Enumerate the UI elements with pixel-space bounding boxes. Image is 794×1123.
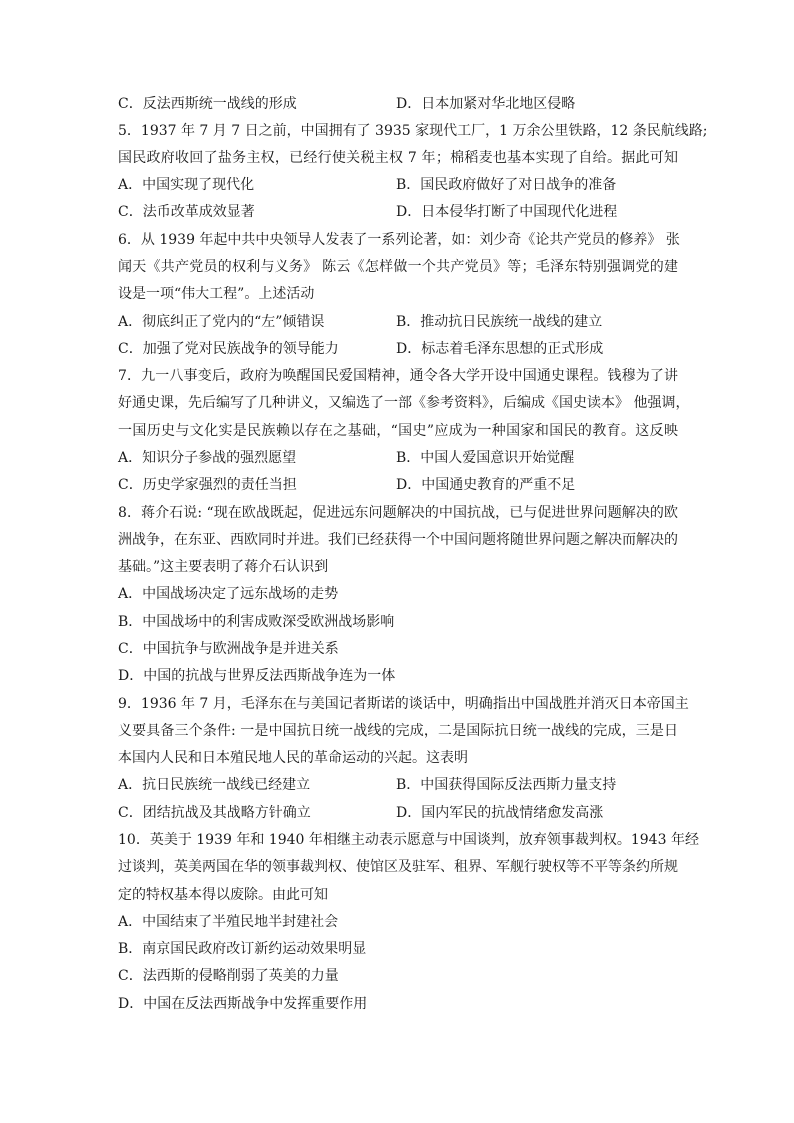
q9-option-c[interactable]: C．团结抗战及其战略方针确立	[118, 805, 311, 821]
q6-stem-line-1: 6．从 1939 年起中共中央领导人发表了一系列论著，如：刘少奇《论共产党员的修养》 张	[118, 232, 680, 248]
q5-option-c[interactable]: C．法币改革成效显著	[118, 204, 255, 220]
q7-option-c[interactable]: C．历史学家强烈的责任当担	[118, 477, 297, 493]
q6-options-cd	[118, 339, 678, 359]
q8-option-b[interactable]: B．中国战场中的利害成败深受欧洲战场影响	[118, 614, 395, 630]
q7-option-d[interactable]: D．中国通史教育的严重不足	[396, 477, 576, 493]
q9-stem-line-3: 本国内人民和日本殖民地人民的革命运动的兴起。这表明	[118, 750, 468, 766]
q9-option-d[interactable]: D．国内军民的抗战情绪愈发高涨	[396, 805, 604, 821]
q7-options-ab	[118, 448, 678, 468]
q6-option-b[interactable]: B．推动抗日民族统一战线的建立	[396, 314, 603, 330]
q10-stem-line-3: 定的特权基本得以废除。由此可知	[118, 887, 328, 903]
q10-stem-line-1: 10．英美于 1939 年和 1940 年相继主动表示愿意与中国谈判，放弃领事裁判权。1943 年经	[118, 832, 699, 848]
q8-option-c[interactable]: C．中国抗争与欧洲战争是并进关系	[118, 641, 339, 657]
q8-stem-line-2: 洲战争，在东亚、西欧同时并进。我们已经获得一个中国问题将随世界问题之解决而解决的	[118, 532, 678, 548]
q10-option-a[interactable]: A．中国结束了半殖民地半封建社会	[118, 914, 339, 930]
q5-options-ab	[118, 175, 678, 195]
q4-option-c[interactable]: C．反法西斯统一战线的形成	[118, 96, 297, 112]
q10-stem-line-2: 过谈判，英美两国在华的领事裁判权、使馆区及驻军、租界、军舰行驶权等不平等条约所规	[118, 859, 678, 875]
q6-options-ab	[118, 312, 678, 332]
q10-option-c[interactable]: C．法西斯的侵略削弱了英美的力量	[118, 968, 339, 984]
q9-option-b[interactable]: B．中国获得国际反法西斯力量支持	[396, 777, 617, 793]
q5-stem-line-1: 5．1937 年 7 月 7 日之前，中国拥有了 3935 家现代工厂，1 万余公里铁路，12 条民航线路;	[118, 123, 708, 139]
q9-options-ab	[118, 775, 678, 795]
q6-stem-line-3: 设是一项“伟大工程”。上述活动	[118, 286, 315, 302]
q4-options-cd	[118, 94, 678, 114]
q8-stem-line-1: 8．蒋介石说: “现在欧战既起，促进远东问题解决的中国抗战，已与促进世界问题解决的欧	[118, 505, 678, 521]
q5-option-d[interactable]: D．日本侵华打断了中国现代化进程	[396, 204, 618, 220]
q7-option-a[interactable]: A．知识分子参战的强烈愿望	[118, 450, 297, 466]
q5-options-cd	[118, 202, 678, 222]
q7-stem-line-3: 一国历史与文化实是民族赖以存在之基础，“国史”应成为一种国家和国民的教育。这反映	[118, 423, 678, 439]
q7-option-b[interactable]: B．中国人爱国意识开始觉醒	[396, 450, 575, 466]
q8-option-a[interactable]: A．中国战场决定了远东战场的走势	[118, 586, 339, 602]
q9-option-a[interactable]: A．抗日民族统一战线已经建立	[118, 777, 311, 793]
q7-options-cd	[118, 475, 678, 495]
q6-option-a[interactable]: A．彻底纠正了党内的“左”倾错误	[118, 314, 325, 330]
q6-stem-line-2: 闻天《共产党员的权利与义务》 陈云《怎样做一个共产党员》等；毛泽东特别强调党的建	[118, 259, 678, 275]
q10-option-d[interactable]: D．中国在反法西斯战争中发挥重要作用	[118, 996, 368, 1012]
q6-option-c[interactable]: C．加强了党对民族战争的领导能力	[118, 341, 339, 357]
q9-options-cd	[118, 803, 678, 823]
q9-stem-line-2: 义要具备三个条件: 一是中国抗日统一战线的完成，二是国际抗日统一战线的完成，三是日	[118, 723, 678, 739]
q8-option-d[interactable]: D．中国的抗战与世界反法西斯战争连为一体	[118, 668, 396, 684]
q7-stem-line-1: 7．九一八事变后，政府为唤醒国民爱国精神，通令各大学开设中国通史课程。钱穆为了讲	[118, 368, 678, 384]
q6-option-d[interactable]: D．标志着毛泽东思想的正式形成	[396, 341, 604, 357]
q10-option-b[interactable]: B．南京国民政府改订新约运动效果明显	[118, 941, 367, 957]
q7-stem-line-2: 好通史课，先后编写了几种讲义，又编选了一部《参考资料》，后编成《国史读本》 他强调，	[118, 395, 690, 411]
q5-stem-line-2: 国民政府收回了盐务主权，已经行使关税主权 7 年；棉稻麦也基本实现了自给。据此可知	[118, 150, 678, 166]
q5-option-a[interactable]: A．中国实现了现代化	[118, 177, 255, 193]
q9-stem-line-1: 9．1936 年 7 月，毛泽东在与美国记者斯诺的谈话中，明确指出中国战胜并消灭日本帝国主	[118, 696, 689, 712]
q4-option-d[interactable]: D．日本加紧对华北地区侵略	[396, 96, 576, 112]
q5-option-b[interactable]: B．国民政府做好了对日战争的准备	[396, 177, 617, 193]
q8-stem-line-3: 基础。”这主要表明了蒋介石认识到	[118, 559, 329, 575]
